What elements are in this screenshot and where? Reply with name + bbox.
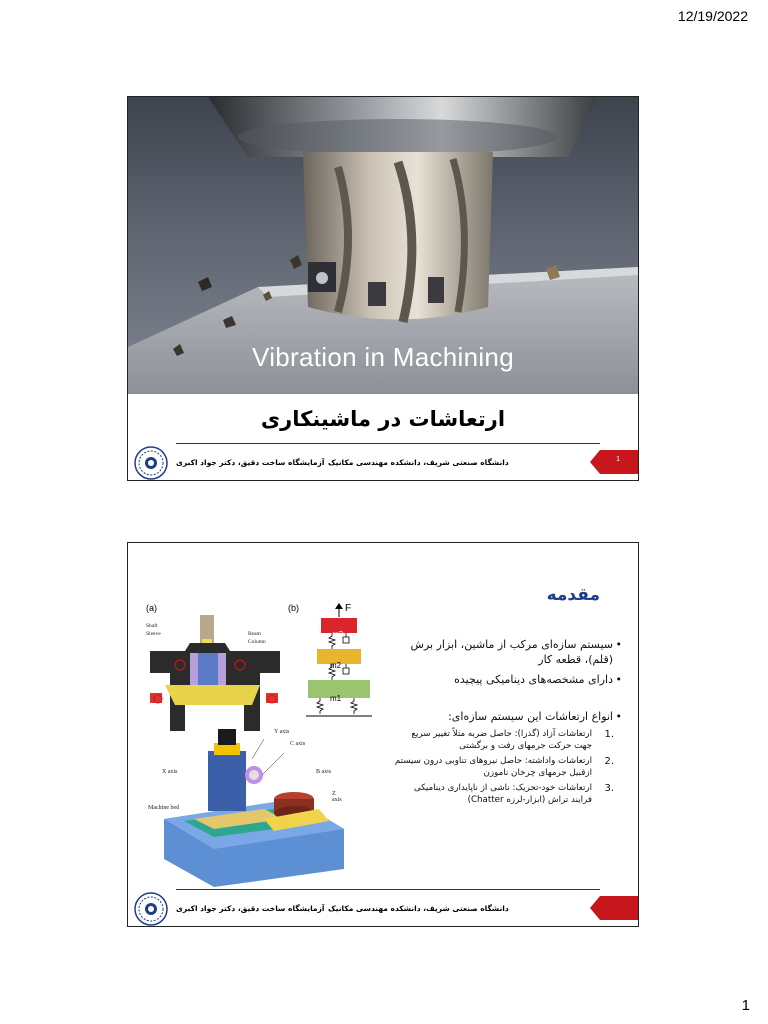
university-logo-icon: [134, 892, 168, 926]
slide-number-tab: [590, 896, 638, 920]
footer-lab-name: آزمایشگاه ساخت دقیق، دکتر جواد اکبری: [176, 458, 325, 467]
label-column: Column: [248, 639, 266, 645]
mass-m2-label: m2: [330, 661, 342, 670]
five-axis-machine-figure: [144, 729, 344, 887]
bullet-structure: • سیستم سازه‌ای مرکب از ماشین، ابزار برش (قلم)، قطعه کار: [392, 637, 622, 667]
slide-2: [127, 542, 639, 927]
print-date: 12/19/2022: [677, 8, 748, 24]
c-axis-label: C axis: [290, 741, 306, 747]
machine-bed-label: Machine bed: [148, 805, 180, 811]
slide-number: 1: [616, 456, 620, 463]
bullet-vibration-types: • انواع ارتعاشات این سیستم سازه‌ای:: [392, 709, 622, 724]
slide-2-heading: مقدمه: [546, 585, 600, 605]
footer-lab-name: آزمایشگاه ساخت دقیق، دکتر جواد اکبری: [176, 904, 325, 913]
item-number: .3: [604, 783, 614, 794]
figure-b-label: (b): [288, 603, 299, 613]
figure-a-label: (a): [146, 603, 157, 613]
vibration-type-self-excited: [392, 783, 622, 806]
slide-2-body: [392, 637, 622, 810]
mass-spring-model-figure: [288, 603, 378, 723]
slide-footer: [128, 888, 638, 927]
item-text: ارتعاشات آزاد (گذرا): حاصل ضربه مثلاً تغییر سریع جهت حرکت جرمهای رفت و برگشتی: [411, 729, 592, 751]
x-axis-label: X axis: [162, 769, 178, 775]
footer-university: دانشگاه صنعتی شریف، دانشکده مهندسی مکانیک: [328, 904, 509, 913]
z-axis-label: Z axis: [332, 791, 342, 803]
slide-footer: [128, 442, 638, 481]
spindle-structure-figure: [140, 603, 290, 733]
milling-cutter-photo: [128, 97, 638, 394]
bullet-dynamics: • دارای مشخصه‌های دینامیکی پیچیده: [392, 672, 622, 687]
b-axis-label: B axis: [316, 769, 332, 775]
mass-m3-label: m3: [332, 630, 344, 639]
label-sleeve: Sleeve: [146, 631, 161, 637]
slide-number-tab: [590, 450, 638, 474]
label-shaft: Shaft: [146, 623, 158, 629]
slide-1-persian-title: ارتعاشات در ماشینکاری: [260, 407, 506, 431]
y-axis-label: Y axis: [274, 729, 290, 735]
slide-1: [127, 96, 639, 481]
university-logo-icon: [134, 446, 168, 480]
slide-1-title: Vibration in Machining: [252, 342, 514, 372]
force-label: F: [345, 603, 352, 614]
vibration-type-free: [392, 729, 622, 752]
item-text: ارتعاشات واداشته: حاصل نیروهای تناوبی درون سیستم ازقبیل جرمهای چرخان ناموزن: [394, 756, 592, 778]
vibration-type-forced: [392, 756, 622, 779]
footer-university: دانشگاه صنعتی شریف، دانشکده مهندسی مکانیک: [328, 458, 509, 467]
label-beam: Beam: [248, 631, 261, 637]
item-number: .1: [604, 729, 614, 740]
item-text: ارتعاشات خود-تحریک: ناشی از ناپایداری دینامیکی فرایند تراش (ابزار-لرزه Chatter): [413, 783, 592, 805]
item-number: .2: [604, 756, 614, 767]
mass-m1-label: m1: [330, 694, 342, 703]
page-number: 1: [741, 997, 750, 1014]
